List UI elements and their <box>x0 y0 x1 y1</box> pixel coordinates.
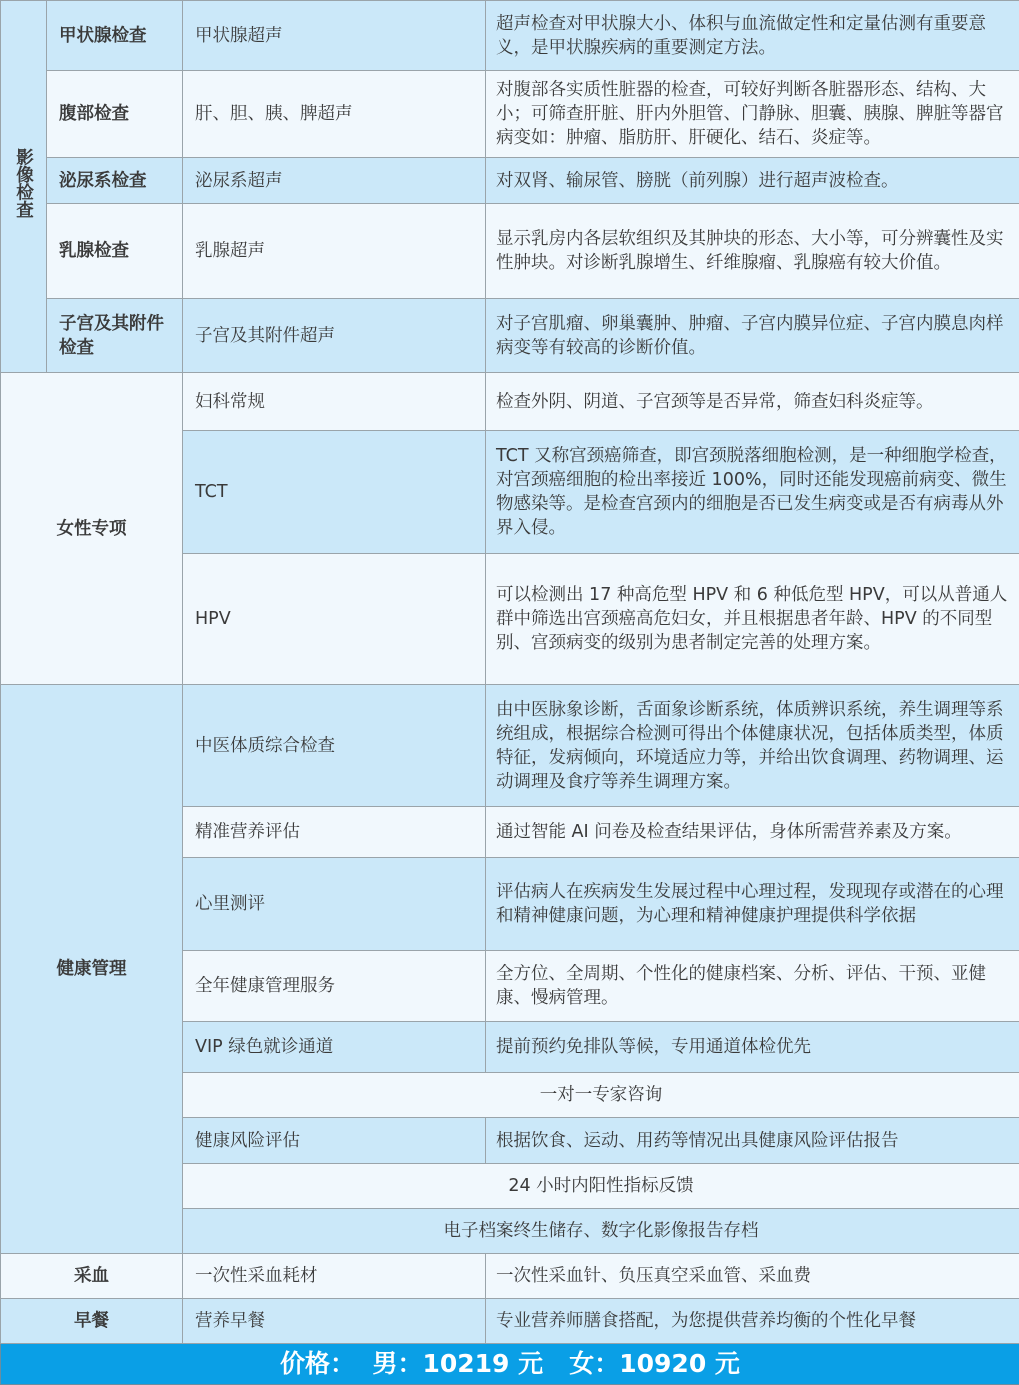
item-name: 精准营养评估 <box>183 807 486 858</box>
item-name: 子宫及其附件超声 <box>183 299 486 373</box>
item-name: HPV <box>183 554 486 685</box>
item-name: 一次性采血耗材 <box>183 1254 486 1299</box>
item-description: 超声检查对甲状腺大小、体积与血流做定性和定量估测有重要意义，是甲状腺疾病的重要测定方法。 <box>486 1 1019 71</box>
item-description: TCT 又称宫颈癌筛查，即宫颈脱落细胞检测，是一种细胞学检查，对宫颈癌细胞的检出率接近 100%，同时还能发现癌前病变、微生物感染等。是检查宫颈内的细胞是否已发生病变或是否有病毒从外界入侵。 <box>486 431 1019 554</box>
table-row <box>1 1254 1019 1299</box>
merged-item: 电子档案终生储存、数字化影像报告存档 <box>183 1209 1019 1254</box>
table-row <box>1 158 1019 204</box>
item-description: 检查外阴、阴道、子宫颈等是否异常，筛查妇科炎症等。 <box>486 373 1019 431</box>
merged-item: 一对一专家咨询 <box>183 1073 1019 1118</box>
subcategory: 子宫及其附件检查 <box>47 299 183 373</box>
item-name: 妇科常规 <box>183 373 486 431</box>
item-name: 甲状腺超声 <box>183 1 486 71</box>
category-health: 健康管理 <box>1 685 183 1254</box>
item-description: 显示乳房内各层软组织及其肿块的形态、大小等，可分辨囊性及实性肿块。对诊断乳腺增生、纤维腺瘤、乳腺癌有较大价值。 <box>486 204 1019 299</box>
category-breakfast: 早餐 <box>1 1299 183 1344</box>
table-row <box>1 1 1019 71</box>
item-name: 肝、胆、胰、脾超声 <box>183 71 486 158</box>
item-name: 乳腺超声 <box>183 204 486 299</box>
item-name: 全年健康管理服务 <box>183 951 486 1022</box>
price-bar: 价格： 男：10219 元 女：10920 元 <box>1 1344 1019 1385</box>
merged-item: 24 小时内阳性指标反馈 <box>183 1164 1019 1209</box>
item-name: 营养早餐 <box>183 1299 486 1344</box>
item-description: 提前预约免排队等候，专用通道体检优先 <box>486 1022 1019 1073</box>
item-description: 一次性采血针、负压真空采血管、采血费 <box>486 1254 1019 1299</box>
table-row <box>1 71 1019 158</box>
item-name: 健康风险评估 <box>183 1118 486 1164</box>
table-row <box>1 299 1019 373</box>
item-description: 由中医脉象诊断，舌面象诊断系统，体质辨识系统，养生调理等系统组成，根据综合检测可得出个体健康状况，包括体质类型，体质特征，发病倾向，环境适应力等，并给出饮食调理、药物调理、运动调理及食疗等养生调理方案。 <box>486 685 1019 807</box>
item-description: 专业营养师膳食搭配，为您提供营养均衡的个性化早餐 <box>486 1299 1019 1344</box>
item-name: 泌尿系超声 <box>183 158 486 204</box>
subcategory: 甲状腺检查 <box>47 1 183 71</box>
category-label: 影像检查 <box>12 148 36 218</box>
item-description: 评估病人在疾病发生发展过程中心理过程，发现现存或潜在的心理和精神健康问题，为心理和精神健康护理提供科学依据 <box>486 858 1019 951</box>
subcategory: 乳腺检查 <box>47 204 183 299</box>
table-row <box>1 204 1019 299</box>
item-description: 根据饮食、运动、用药等情况出具健康风险评估报告 <box>486 1118 1019 1164</box>
item-name: 中医体质综合检查 <box>183 685 486 807</box>
table-row <box>1 1299 1019 1344</box>
subcategory: 腹部检查 <box>47 71 183 158</box>
category-imaging <box>1 1 47 373</box>
item-description: 对双肾、输尿管、膀胱（前列腺）进行超声波检查。 <box>486 158 1019 204</box>
price-row <box>1 1344 1019 1385</box>
subcategory: 泌尿系检查 <box>47 158 183 204</box>
item-name: VIP 绿色就诊通道 <box>183 1022 486 1073</box>
category-female: 女性专项 <box>1 373 183 685</box>
category-blood: 采血 <box>1 1254 183 1299</box>
item-name: TCT <box>183 431 486 554</box>
item-description: 通过智能 AI 问卷及检查结果评估，身体所需营养素及方案。 <box>486 807 1019 858</box>
table-row <box>1 373 1019 431</box>
table-row <box>1 685 1019 807</box>
item-description: 可以检测出 17 种高危型 HPV 和 6 种低危型 HPV，可以从普通人群中筛选出宫颈癌高危妇女，并且根据患者年龄、HPV 的不同型别、宫颈病变的级别为患者制定完善的处理方案。 <box>486 554 1019 685</box>
item-description: 对腹部各实质性脏器的检查，可较好判断各脏器形态、结构、大小；可筛查肝脏、肝内外胆管、门静脉、胆囊、胰腺、脾脏等器官病变如：肿瘤、脂肪肝、肝硬化、结石、炎症等。 <box>486 71 1019 158</box>
item-name: 心里测评 <box>183 858 486 951</box>
item-description: 全方位、全周期、个性化的健康档案、分析、评估、干预、亚健康、慢病管理。 <box>486 951 1019 1022</box>
item-description: 对子宫肌瘤、卵巢囊肿、肿瘤、子宫内膜异位症、子宫内膜息肉样病变等有较高的诊断价值。 <box>486 299 1019 373</box>
